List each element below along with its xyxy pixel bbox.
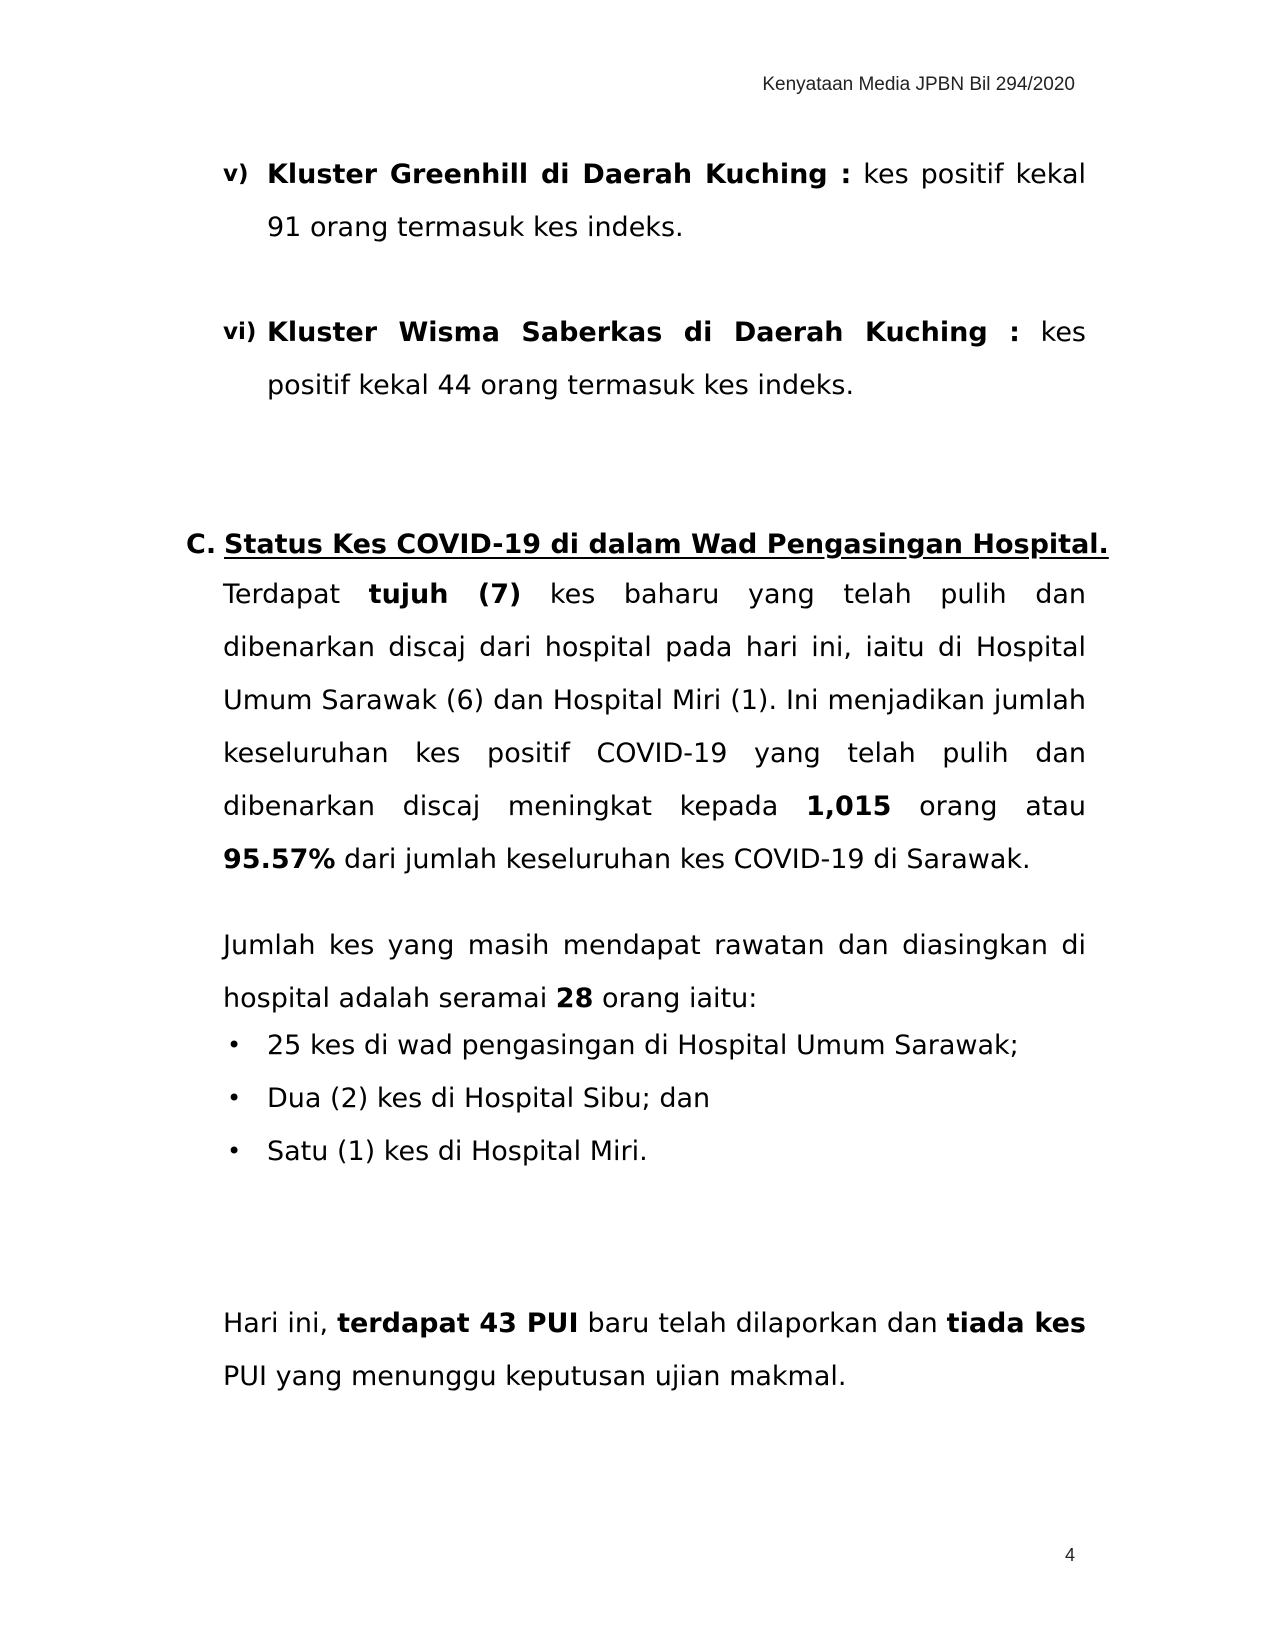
list-number: v) bbox=[223, 161, 249, 187]
cluster-text bbox=[267, 148, 1086, 254]
list-item-text: Dua (2) kes di Hospital Sibu; dan bbox=[267, 1083, 711, 1114]
bold-run: tiada kes bbox=[946, 1308, 1086, 1339]
bold-run: 28 bbox=[555, 983, 594, 1014]
list-item-text: Satu (1) kes di Hospital Miri. bbox=[267, 1136, 648, 1167]
cluster-detail: kes positif kekal 44 orang termasuk kes indeks. bbox=[267, 317, 1086, 401]
bold-run: tujuh (7) bbox=[368, 579, 522, 610]
cluster-detail: kes positif kekal 91 orang termasuk kes indeks. bbox=[267, 159, 1086, 243]
text-run: baru telah dilaporkan dan bbox=[578, 1308, 947, 1339]
cluster-item-greenhill bbox=[223, 148, 1086, 254]
list-number: vi) bbox=[223, 319, 257, 345]
bold-run: 1,015 bbox=[806, 791, 892, 822]
text-run: Hari ini, bbox=[223, 1308, 338, 1339]
cluster-text bbox=[267, 306, 1086, 412]
text-run: kes baharu yang telah pulih dan dibenarkan discaj dari hospital pada hari ini, iaitu di Hospital Umum Sarawak (6) dan Hospital Miri (1). Ini menjadikan jumlah keseluruhan kes positif COVID-19 yang telah pulih dan dibenarkan discaj meningkat kepada bbox=[223, 579, 1086, 822]
section-heading bbox=[186, 518, 1109, 571]
text-run: PUI yang menunggu keputusan ujian makmal. bbox=[223, 1361, 847, 1392]
bullet-icon: • bbox=[227, 1137, 242, 1165]
document-header: Kenyataan Media JPBN Bil 294/2020 bbox=[762, 74, 1075, 95]
list-item bbox=[223, 1072, 1086, 1125]
section-title: Status Kes COVID-19 di dalam Wad Pengasingan Hospital. bbox=[224, 529, 1109, 560]
treatment-paragraph bbox=[223, 919, 1086, 1025]
cluster-name: Kluster Wisma Saberkas di Daerah Kuching : bbox=[267, 317, 1020, 348]
bullet-icon: • bbox=[227, 1031, 242, 1059]
text-run: dari jumlah keseluruhan kes COVID-19 di Sarawak. bbox=[335, 844, 1031, 875]
text-run: Terdapat bbox=[223, 579, 369, 610]
cluster-name: Kluster Greenhill di Daerah Kuching : bbox=[267, 159, 852, 190]
text-run: orang atau bbox=[891, 791, 1086, 822]
section-letter: C. bbox=[186, 529, 217, 560]
page-number: 4 bbox=[1064, 1545, 1075, 1565]
bullet-icon: • bbox=[227, 1084, 242, 1112]
cluster-item-wisma-saberkas bbox=[223, 306, 1086, 412]
recovery-paragraph bbox=[223, 568, 1086, 886]
bold-run: 95.57% bbox=[223, 844, 336, 875]
text-run: orang iaitu: bbox=[593, 983, 758, 1014]
list-item bbox=[223, 1125, 1086, 1178]
bold-run: terdapat 43 PUI bbox=[337, 1308, 579, 1339]
list-item bbox=[223, 1019, 1086, 1072]
pui-paragraph bbox=[223, 1297, 1086, 1403]
text-run: Jumlah kes yang masih mendapat rawatan dan diasingkan di hospital adalah seramai bbox=[223, 930, 1086, 1014]
list-item-text: 25 kes di wad pengasingan di Hospital Umum Sarawak; bbox=[267, 1030, 1019, 1061]
hospital-bullet-list bbox=[223, 1019, 1086, 1178]
